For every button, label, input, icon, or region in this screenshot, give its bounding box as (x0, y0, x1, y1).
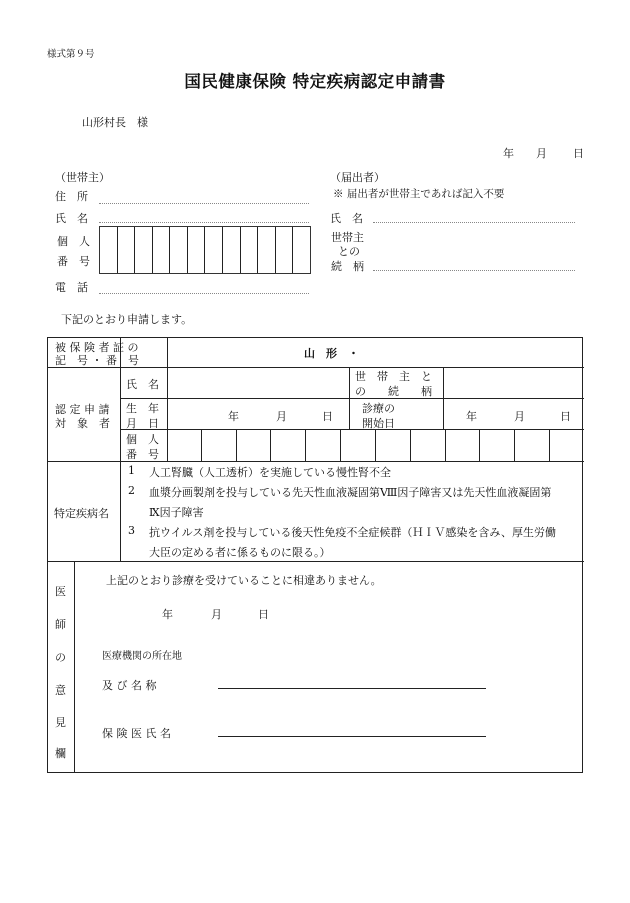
number-digit-box[interactable] (153, 227, 171, 273)
applicant-name-label: 氏 名 (330, 212, 363, 225)
number-digit-box[interactable] (170, 227, 188, 273)
subject-name-field[interactable] (168, 368, 348, 398)
treatment-date-month: 月 (514, 410, 525, 423)
number-digit-box[interactable] (376, 429, 411, 461)
applicant-name-field[interactable] (373, 222, 575, 223)
institution-label-2: 及 び 名 称 (102, 679, 157, 692)
treatment-start-label-2: 開始日 (362, 417, 395, 430)
number-digit-box[interactable] (515, 429, 550, 461)
doctor-label-char-3: の (55, 651, 66, 664)
birth-label-2: 月 日 (126, 417, 159, 430)
application-table (47, 337, 583, 773)
number-digit-box[interactable] (223, 227, 241, 273)
doctor-label-char-6: 欄 (55, 747, 66, 760)
disease-1-number: 1 (128, 464, 135, 477)
applicant-relation-label-3: 続 柄 (331, 260, 364, 273)
number-digit-box[interactable] (100, 227, 118, 273)
relation-label-2: の 続 柄 (355, 385, 432, 398)
doctor-label-char-4: 意 (55, 684, 66, 697)
number-digit-box[interactable] (271, 429, 306, 461)
doctor-date-day: 日 (258, 608, 269, 621)
number-digit-box[interactable] (237, 429, 272, 461)
doctor-name-field[interactable] (218, 736, 486, 737)
disease-2-number: 2 (128, 484, 135, 497)
number-digit-box[interactable] (202, 429, 237, 461)
number-digit-box[interactable] (293, 227, 310, 273)
doctor-label-char-1: 医 (55, 585, 66, 598)
doctor-label-char-5: 見 (55, 716, 66, 729)
addressee: 山形村長 様 (82, 116, 148, 129)
insurance-number-field[interactable]: 山 形 ・ (304, 347, 359, 360)
subject-name-label: 氏 名 (126, 378, 159, 391)
applicant-heading: （届出者） (330, 171, 385, 184)
birth-label-1: 生 年 (126, 402, 159, 415)
insurance-label-2: 記 号 ・ 番 号 (55, 354, 139, 367)
relation-label-1: 世 帯 主 と (355, 370, 432, 383)
number-digit-box[interactable] (276, 227, 294, 273)
number-digit-box[interactable] (306, 429, 341, 461)
birth-date-month: 月 (276, 410, 287, 423)
date-month-label: 月 (536, 147, 547, 160)
number-digit-box[interactable] (550, 429, 584, 461)
subject-label-2: 対 象 者 (55, 417, 110, 430)
householder-personal-number-boxes[interactable] (99, 226, 311, 274)
subject-personal-number-boxes[interactable] (167, 429, 584, 461)
disease-label: 特定疾病名 (54, 507, 109, 520)
number-digit-box[interactable] (205, 227, 223, 273)
number-digit-box[interactable] (188, 227, 206, 273)
doctor-statement: 上記のとおり診療を受けていることに相違ありません。 (106, 574, 382, 587)
number-digit-box[interactable] (135, 227, 153, 273)
institution-field[interactable] (218, 688, 486, 689)
insurance-label-1: 被 保 険 者 証 の (55, 341, 139, 354)
disease-2-text-line1[interactable]: 血漿分画製剤を投与している先天性血液凝固第Ⅷ因子障害又は先天性血液凝固第 (149, 486, 552, 499)
applicant-relation-field[interactable] (373, 270, 575, 271)
applicant-note: ※ 届出者が世帯主であれば記入不要 (333, 188, 505, 200)
householder-phone-label: 電 話 (55, 281, 88, 294)
householder-address-label: 住 所 (55, 190, 88, 203)
treatment-date-year: 年 (466, 410, 477, 423)
number-digit-box[interactable] (446, 429, 481, 461)
number-digit-box[interactable] (241, 227, 259, 273)
institution-label-1: 医療機関の所在地 (102, 651, 182, 662)
page-title: 国民健康保険 特定疾病認定申請書 (184, 72, 446, 91)
disease-2-text-line2: Ⅸ因子障害 (149, 506, 204, 519)
householder-personal-number-label-1: 個 人 (57, 235, 90, 248)
number-digit-box[interactable] (118, 227, 136, 273)
applicant-relation-label-1: 世帯主 (331, 231, 364, 244)
householder-name-label: 氏 名 (55, 212, 88, 225)
treatment-date-day: 日 (560, 410, 571, 423)
disease-1-text[interactable]: 人工腎臓（人工透析）を実施している慢性腎不全 (149, 466, 391, 479)
subject-label-1: 認 定 申 請 (55, 403, 110, 416)
treatment-start-label-1: 診療の (362, 402, 395, 415)
number-digit-box[interactable] (480, 429, 515, 461)
subject-personal-number-label-2: 番 号 (126, 448, 159, 461)
intro-text: 下記のとおり申請します。 (61, 313, 193, 326)
householder-personal-number-label-2: 番 号 (57, 255, 90, 268)
number-digit-box[interactable] (341, 429, 376, 461)
birth-date-day: 日 (322, 410, 333, 423)
doctor-label-char-2: 師 (55, 618, 66, 631)
birth-date-year: 年 (228, 410, 239, 423)
relation-field[interactable] (444, 368, 583, 398)
doctor-date-month: 月 (211, 608, 222, 621)
form-number: 様式第９号 (47, 49, 95, 60)
number-digit-box[interactable] (411, 429, 446, 461)
application-date[interactable] (503, 145, 584, 161)
subject-personal-number-label-1: 個 人 (126, 433, 159, 446)
applicant-relation-label-2: との (338, 245, 360, 258)
date-year-label: 年 (503, 147, 514, 160)
disease-3-text-line1[interactable]: 抗ウイルス剤を投与している後天性免疫不全症候群（ＨＩＶ感染を含み、厚生労働 (149, 526, 556, 539)
householder-address-field[interactable] (99, 203, 309, 204)
householder-phone-field[interactable] (99, 293, 309, 294)
disease-3-number: 3 (128, 524, 135, 537)
householder-name-field[interactable] (99, 222, 309, 223)
number-digit-box[interactable] (167, 429, 202, 461)
date-day-label: 日 (573, 147, 584, 160)
disease-3-text-line2: 大臣の定める者に係るものに限る。） (149, 546, 331, 559)
householder-heading: （世帯主） (55, 171, 110, 184)
doctor-date-year: 年 (162, 608, 173, 621)
number-digit-box[interactable] (258, 227, 276, 273)
doctor-name-label: 保 険 医 氏 名 (102, 727, 171, 740)
